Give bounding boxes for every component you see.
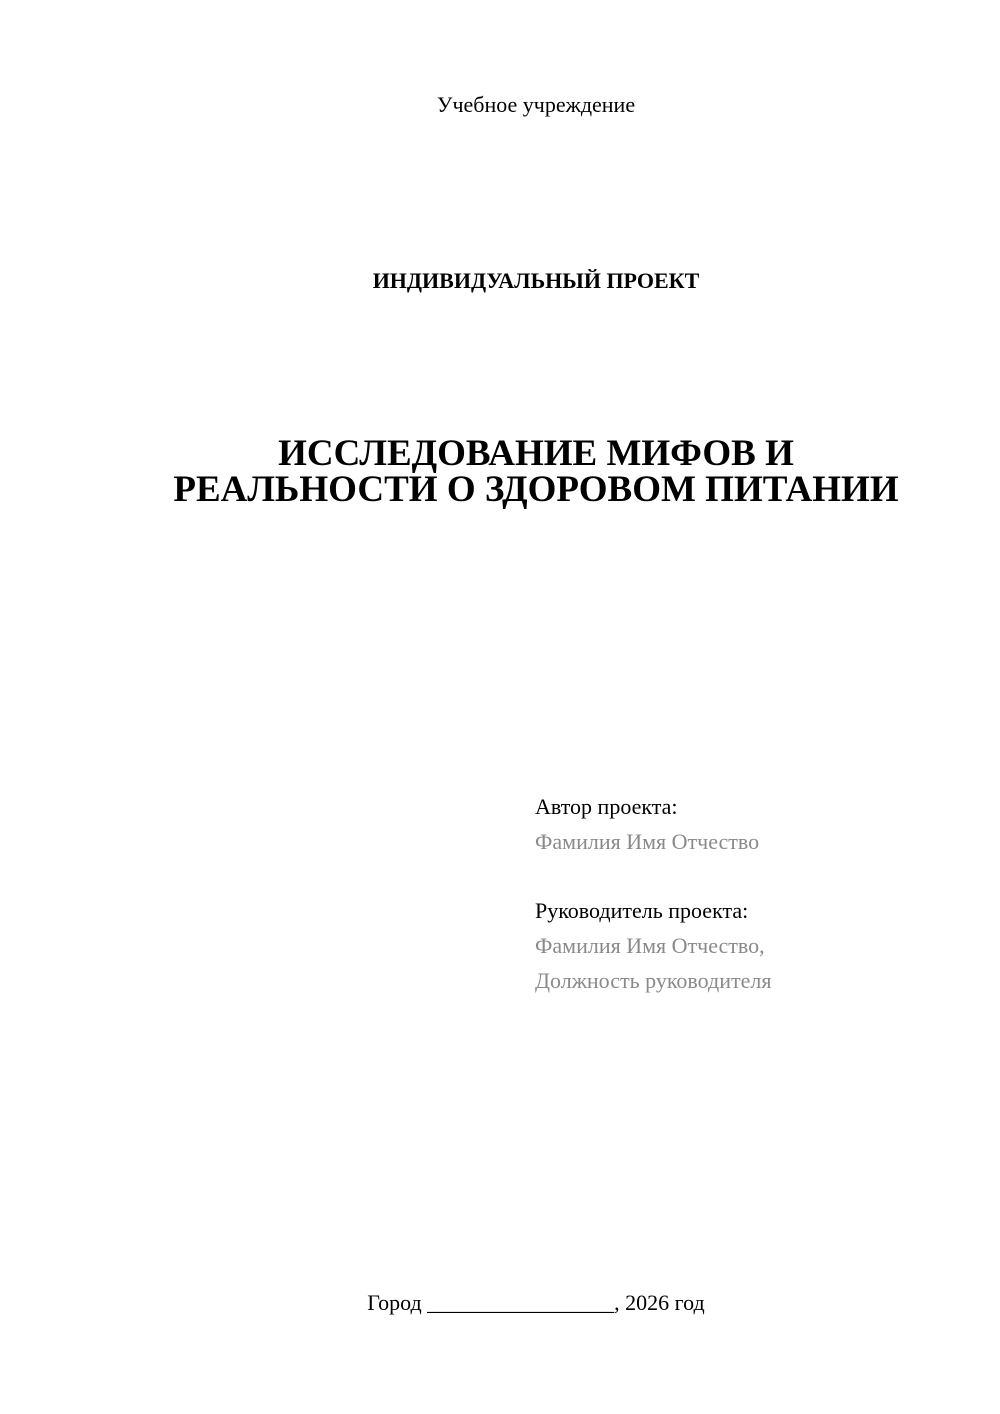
project-title-line-2: РЕАЛЬНОСТИ О ЗДОРОВОМ ПИТАНИИ — [173, 469, 899, 510]
project-info-block — [535, 789, 975, 998]
project-title-line-1: ИССЛЕДОВАНИЕ МИФОВ И — [278, 433, 794, 474]
supervisor-position: Должность руководителя — [535, 968, 772, 993]
institution-name: Учебное учреждение — [436, 92, 636, 117]
supervisor-label: Руководитель проекта: — [535, 898, 749, 923]
info-spacer — [535, 859, 975, 893]
author-name: Фамилия Имя Отчество — [535, 829, 760, 854]
supervisor-name: Фамилия Имя Отчество, — [535, 933, 765, 958]
project-type-heading: ИНДИВИДУАЛЬНЫЙ ПРОЕКТ — [372, 268, 700, 293]
project-title — [0, 433, 1000, 510]
author-label: Автор проекта: — [535, 794, 678, 819]
city-year-footer: Город _________________, 2026 год — [367, 1290, 705, 1315]
